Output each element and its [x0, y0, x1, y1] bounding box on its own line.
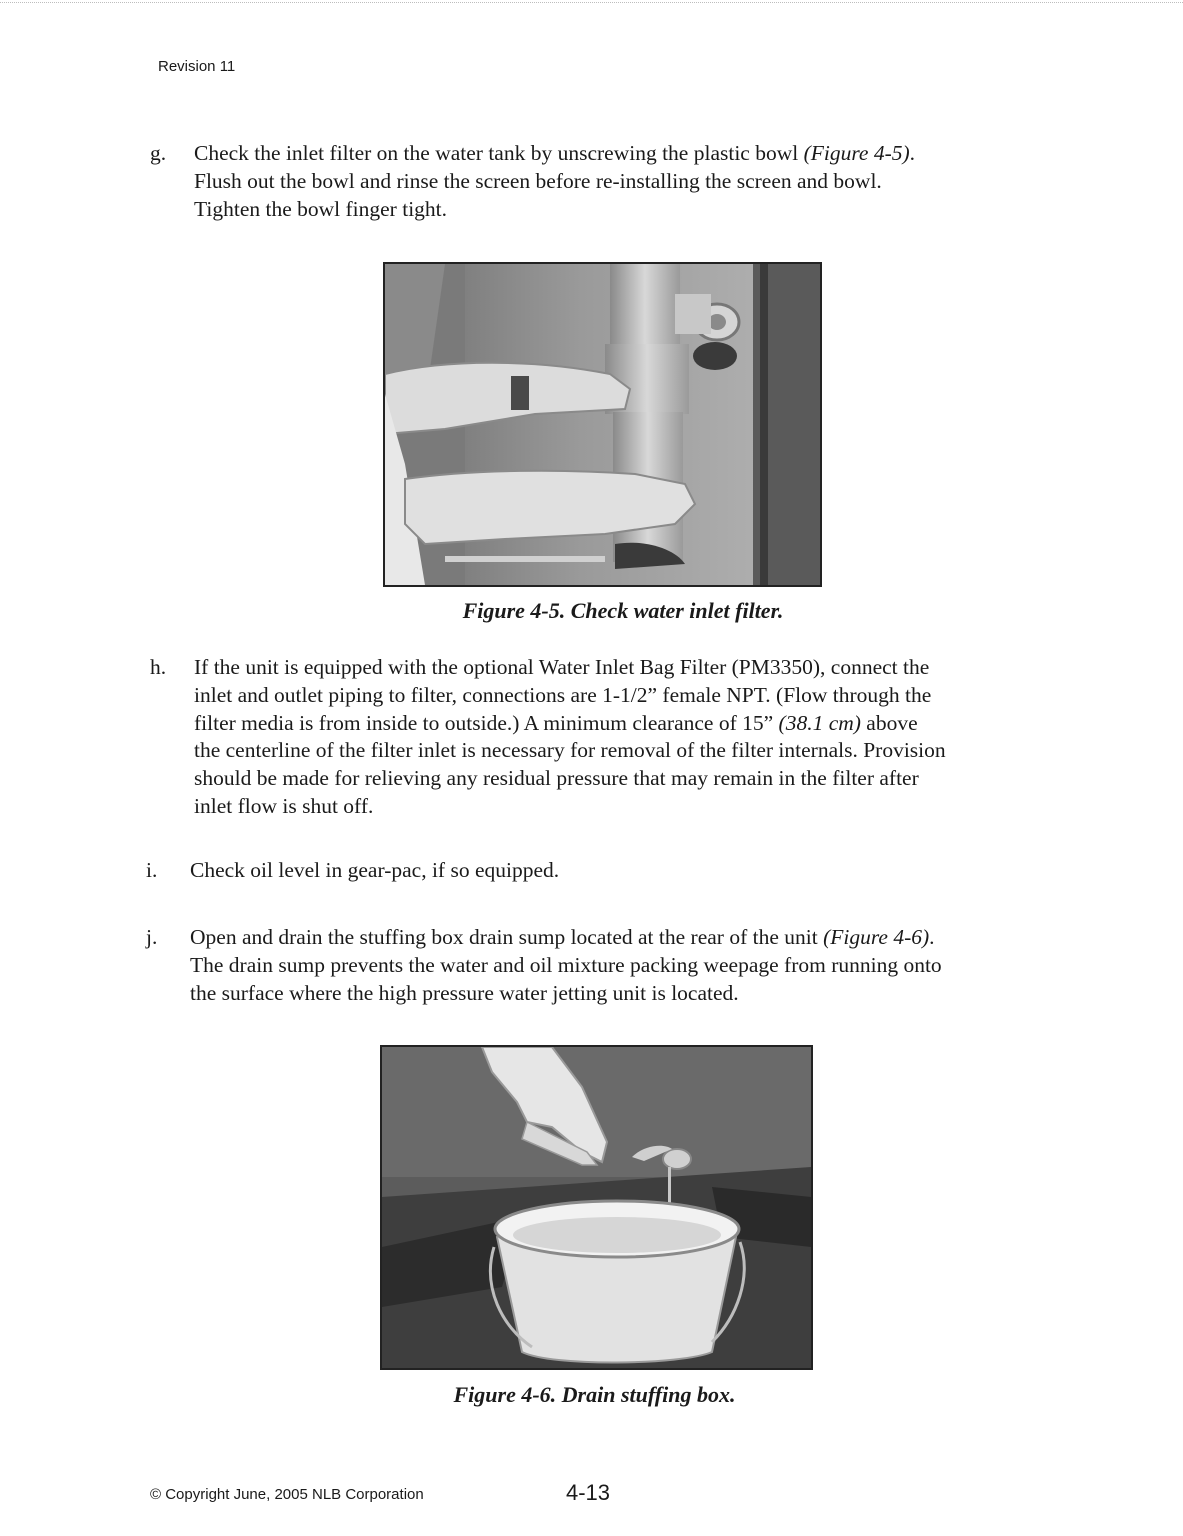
figure-4-6-caption: Figure 4-6. Drain stuffing box. — [453, 1382, 736, 1407]
figure-4-5-photo — [383, 262, 822, 587]
item-letter: h. — [150, 655, 167, 679]
item-letter: i. — [146, 858, 158, 882]
revision-label: Revision 11 — [158, 58, 236, 75]
text-line: inlet and outlet piping to filter, connections are 1-1/2” female NPT. (Flow through the — [194, 682, 932, 707]
copyright-footer: © Copyright June, 2005 NLB Corporation — [150, 1486, 424, 1503]
stuffing-box-drain-photo-illustration — [382, 1047, 811, 1368]
item-letter: j. — [146, 925, 158, 949]
text-line: filter media is from inside to outside.) A minimum clearance of 15” (38.1 cm) above — [194, 710, 918, 735]
figure-reference: (Figure 4-6) — [823, 925, 930, 949]
item-text — [190, 857, 559, 885]
metric-value: (38.1 cm) — [778, 710, 861, 735]
text-line: Flush out the bowl and rinse the screen before re-installing the screen and bowl. — [194, 168, 882, 193]
text-line: Check oil level in gear-pac, if so equipped. — [190, 858, 560, 882]
scan-top-edge — [0, 2, 1183, 3]
item-text — [194, 140, 915, 223]
figure-4-5-caption: Figure 4-5. Check water inlet filter. — [462, 598, 784, 623]
figure-4-6-photo — [380, 1045, 813, 1370]
item-letter: g. — [150, 141, 167, 165]
text-line: If the unit is equipped with the optional Water Inlet Bag Filter (PM3350), connect the — [194, 655, 930, 679]
text-line: the centerline of the filter inlet is necessary for removal of the filter internals. Provision — [194, 738, 946, 763]
figure-reference: (Figure 4-5) — [803, 141, 910, 165]
text-line: the surface where the high pressure water jetting unit is located. — [190, 980, 739, 1005]
item-text — [194, 654, 946, 821]
text-line: Tighten the bowl finger tight. — [194, 196, 448, 221]
text-line: Check the inlet filter on the water tank by unscrewing the plastic bowl (Figure 4-5). — [194, 141, 916, 165]
text-line: Open and drain the stuffing box drain sump located at the rear of the unit (Figure 4-6). — [190, 925, 935, 949]
text-line: should be made for relieving any residual pressure that may remain in the filter after — [194, 766, 919, 791]
text-line: The drain sump prevents the water and oil mixture packing weepage from running onto — [190, 952, 942, 977]
page-number: 4-13 — [566, 1480, 611, 1505]
inlet-filter-photo-illustration — [385, 264, 820, 585]
item-text — [190, 924, 942, 1007]
text-line: inlet flow is shut off. — [194, 793, 374, 818]
